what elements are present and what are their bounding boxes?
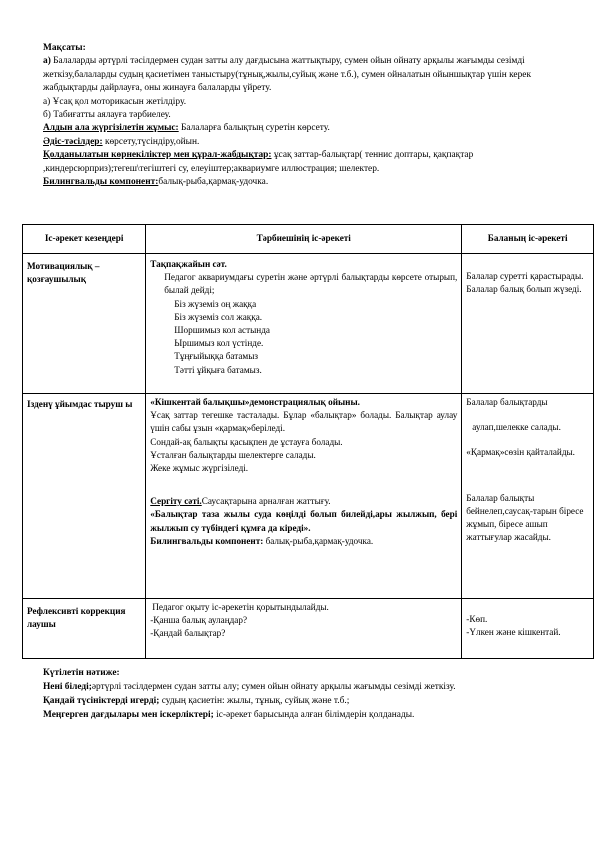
sergitu-label: Сергіту сәті. — [150, 496, 202, 507]
bilingual-text: балық-рыба,қармақ-удочка. — [265, 535, 374, 546]
bilingual-label: Билингвальды компонент: — [43, 177, 159, 188]
poem-line: Біз жүземіз оң жаққа — [174, 298, 257, 309]
teacher-line: Ұсталған балықтарды шелектерге салады. — [150, 449, 316, 460]
expected-results — [43, 666, 553, 722]
table-row — [23, 599, 594, 659]
aim-a-prefix: а) — [43, 56, 51, 67]
child-line: «Қармақ»сөзін қайталайды. — [466, 447, 575, 458]
ideas-label: Қандай түсініктерді игерді; — [43, 696, 160, 706]
teacher-line: Ұсақ заттар тегешке тасталады. Бұлар «балықтар» болады. Балықтар аулау үшін сабы ұзын «қармақ»беріледі. — [150, 410, 458, 434]
stage-motivation: Мотивациялық – қозғаушылық — [27, 261, 100, 285]
teacher-line: Педагог оқыту іс-әрекетін қорытындылайды. — [152, 602, 329, 612]
table-header-row — [23, 225, 594, 254]
stage-cell — [23, 254, 146, 394]
teacher-cell — [146, 599, 462, 659]
table-row — [23, 394, 594, 599]
know-text: әртүрлі тәсілдермен судан затты алу; сумен ойын ойнату арқылы жағымды сезімді жеткізу. — [91, 682, 456, 692]
row2-bilingual — [150, 535, 457, 548]
teacher-line: -Қандай балықтар? — [150, 628, 226, 639]
sergitu — [150, 495, 457, 508]
know-label: Нені біледі; — [43, 682, 92, 692]
stage-cell — [23, 599, 146, 659]
child-cell — [462, 254, 594, 394]
results-skills — [43, 708, 553, 722]
child-text: Балалар суретті қарастырады. Балалар балық болып жүзеді. — [466, 271, 584, 295]
teacher-line: Сондай-ақ балықты қасықпен де ұстауға болады. — [150, 436, 343, 447]
methods-label: Әдіс-тәсілдер: — [43, 136, 103, 147]
prelim-text: Балаларға балықтың суретін көрсету. — [181, 123, 330, 134]
aim-c: б) Табиғатты аялауға тәрбиелеу. — [43, 110, 171, 121]
teacher-line: -Қанша балық аулаңдар? — [150, 615, 248, 626]
aim-a — [43, 55, 553, 95]
teacher-cell — [146, 254, 462, 394]
teacher-text: Педагог аквариумдағы суретін және әртүрлі балықтарды көрсете отырып, былай дейді; — [164, 272, 458, 296]
stage-reflection: Рефлексивті коррекция лаушы — [27, 606, 126, 630]
table-row — [23, 254, 594, 394]
results-heading: Күтілетін нәтиже: — [43, 668, 120, 678]
poem-line: Ыршимыз кол үстінде. — [174, 338, 264, 349]
child-cell — [462, 394, 594, 599]
teacher-title: «Кішкентай балықшы»демонстрациялық ойыны. — [150, 397, 360, 407]
header-child: Баланың іс-әрекеті — [462, 225, 594, 254]
ideas-text: судың қасиетін: жылы, тұнық, суйық және т.б.; — [161, 696, 350, 706]
results-ideas — [43, 694, 553, 708]
teacher-title: Тақпақжайын сәт. — [150, 259, 227, 269]
equipment-text: ұсақ заттар-балықтар( теннис доптары, қақпақтар ,киндерсюрприз);тегеш\тегіштегі су, елеуіштер;аквариумге иллюстрация; шелектер. — [43, 150, 474, 174]
prelim-work — [43, 122, 553, 135]
aim-b: а) Ұсақ қол моторикасын жетілдіру. — [43, 96, 187, 107]
poem-line: Шоршимыз кол астында — [174, 325, 270, 336]
lesson-intro — [43, 42, 553, 189]
child-cell — [462, 599, 594, 659]
teacher-line: Жеке жұмыс жүргізіледі. — [150, 463, 249, 474]
prelim-label: Алдын ала жүргізілетін жұмыс: — [43, 123, 179, 134]
bilingual-label: Билингвальды компонент: — [150, 535, 264, 546]
stage-search: Ізденү ұйымдас тыруш ы — [27, 399, 133, 409]
aim-a-text: Балаларды әртүрлі тәсілдермен судан затты алу дағдысына жаттықтыру, сумен ойын ойнату арқылы жағымды сезімді жеткізу,балаларды судың қасиетімен таныстыру(тұнық,жылы,суйық және т.б.), сумен ойналатын ойыншықтар үшін керек жабдықтарды дайрлауға, оны жинауға балаларды үйрету. — [43, 56, 531, 94]
header-stages: Іс-әрекет кезеңдері — [23, 225, 146, 254]
child-line: аулап,шелекке салады. — [472, 422, 561, 433]
results-know — [43, 680, 553, 694]
bilingual — [43, 176, 553, 189]
header-teacher: Тәрбиешінің іс-әрекеті — [146, 225, 462, 254]
lesson-table — [22, 224, 594, 659]
aim-heading: Мақсаты: — [43, 43, 86, 53]
stage-cell — [23, 394, 146, 599]
equipment — [43, 149, 553, 176]
sergitu-text: Саусақтарына арналған жаттығу. — [201, 496, 331, 507]
child-line: -Үлкен және кішкентай. — [466, 627, 561, 638]
skills-label: Меңгерген дағдылары мен іскерліктері; — [43, 710, 214, 720]
bilingual-text: балық-рыба,қармақ-удочка. — [158, 177, 269, 188]
poem-line: Тәтті ұйқыға батамыз. — [174, 364, 262, 375]
sergitu-poem: «Балықтар таза жылы суда көңілді болып билейді,ары жылжып, бері жылжып су түбіндегі құмға да кіреді». — [150, 509, 458, 533]
poem-line: Біз жүземіз сол жаққа. — [174, 311, 263, 322]
child-line: -Көп. — [466, 614, 488, 624]
teacher-cell — [146, 394, 462, 599]
child-line: Балалар балықты бейнелеп,саусақ-тарын біресе жұмып, біресе ашып жаттығулар жасайды. — [466, 492, 584, 543]
skills-text: іс-әрекет барысында алған білімдерін қолданады. — [216, 710, 415, 720]
child-line: Балалар балықтарды — [466, 397, 548, 407]
poem-line: Тұңғыйыққа батамыз — [174, 351, 259, 362]
equipment-label: Қолданылатын көрнекіліктер мен құрал-жабдықтар: — [43, 150, 272, 161]
methods-text: көрсету,түсіндіру,ойын. — [104, 136, 200, 147]
methods — [43, 136, 553, 149]
